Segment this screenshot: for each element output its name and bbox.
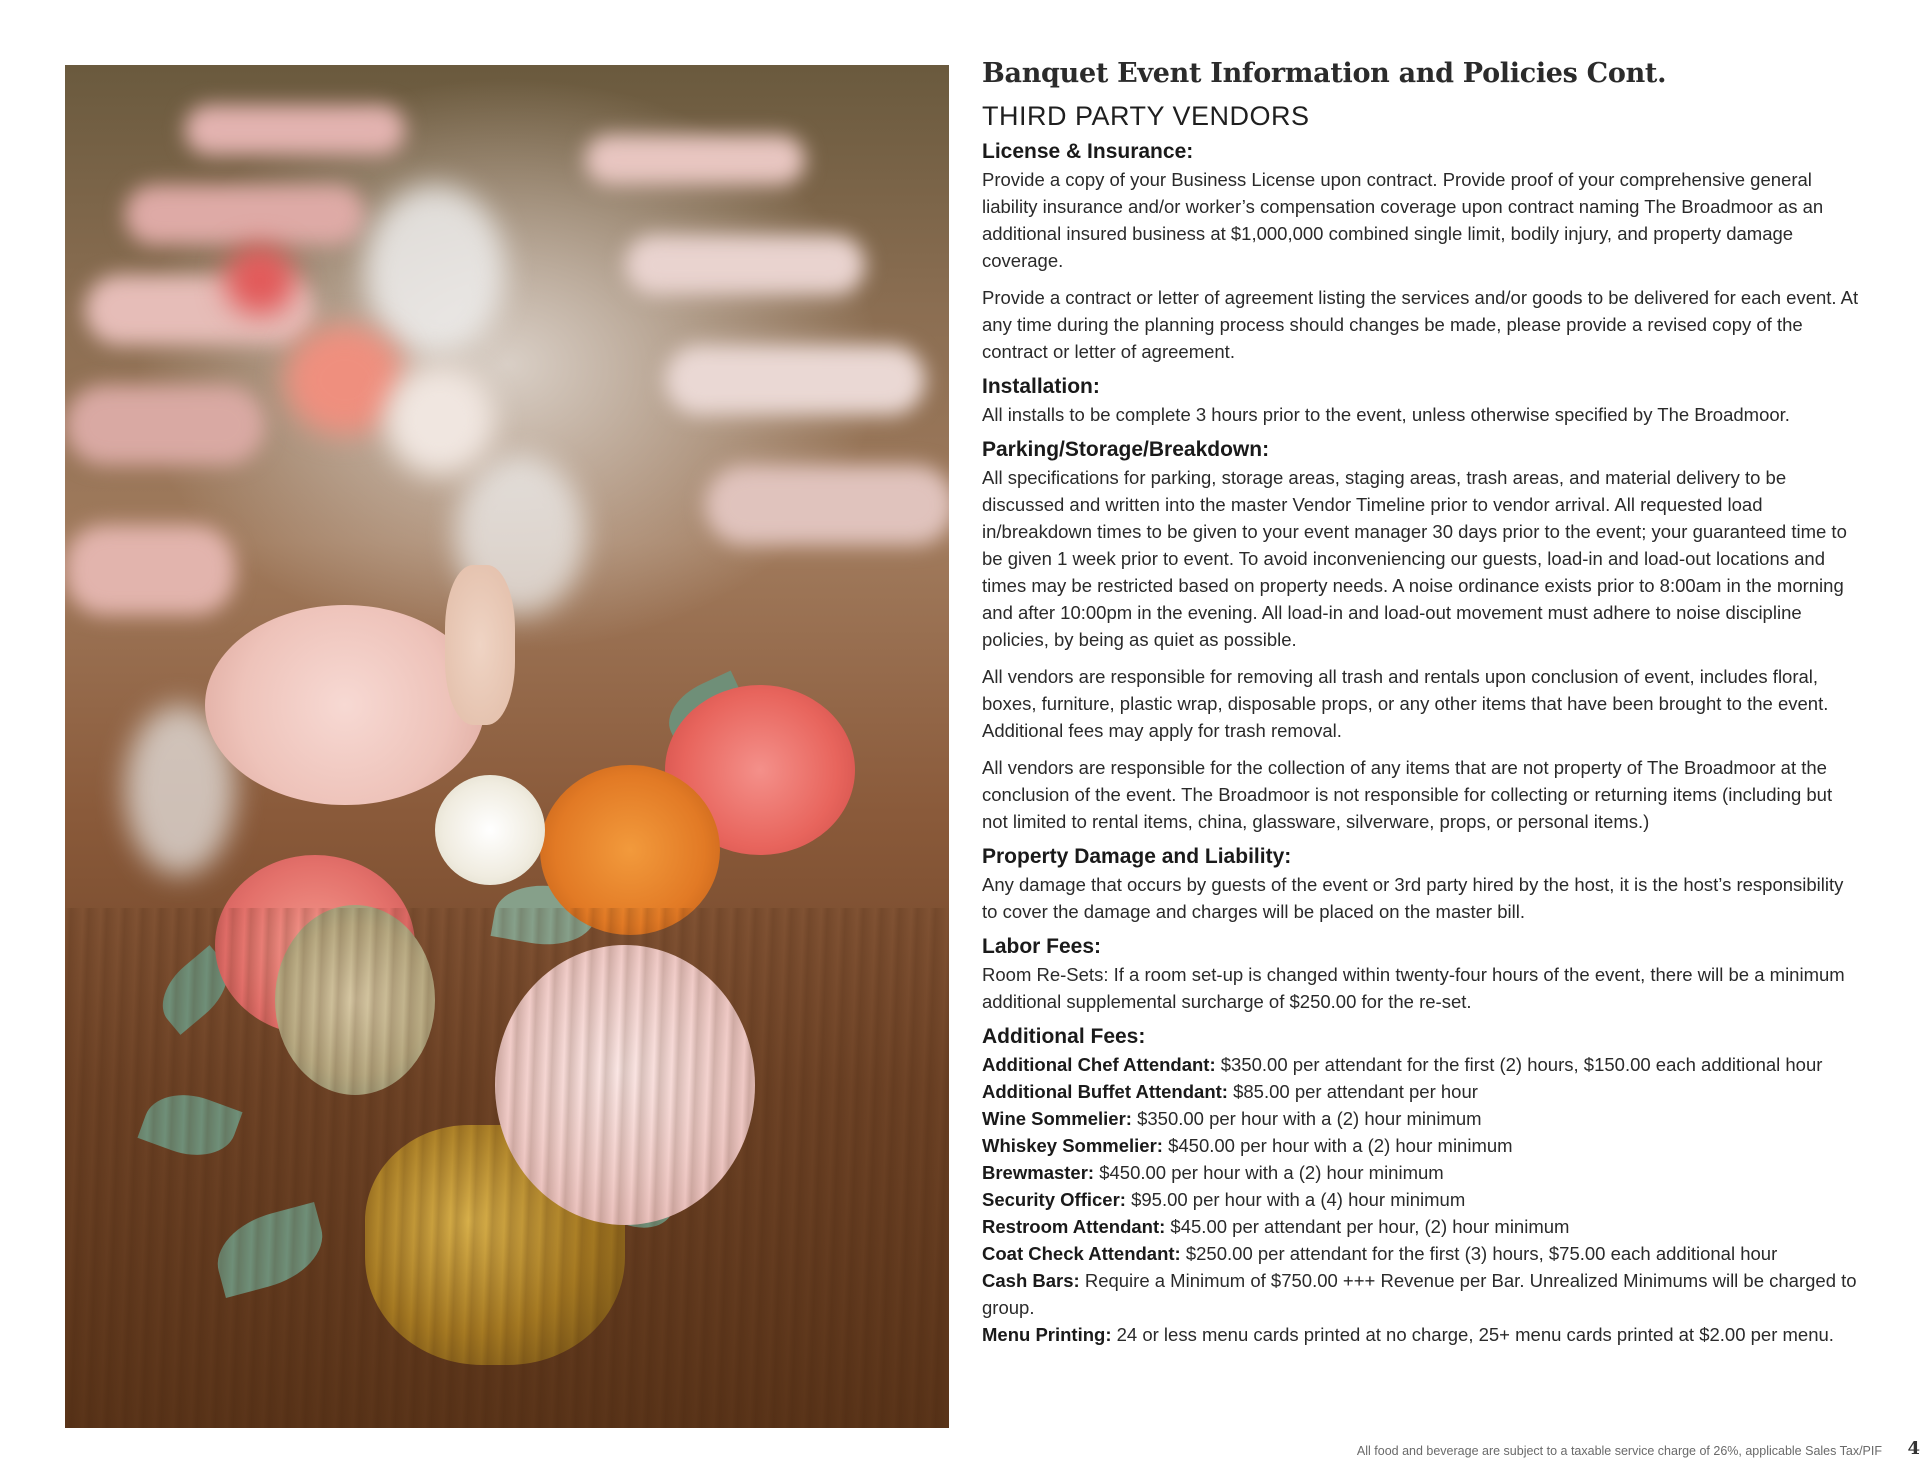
paragraph: All specifications for parking, storage areas, staging areas, trash areas, and material delivery to be discussed and written into the master Vendor Timeline prior to vendor arrival. All requested load in/breakdown times to be given to your event manager 30 days prior to the event; your guaranteed time to be given 1 week prior to event. To avoid inconveniencing our guests, load-in and load-out locations and times may be restricted based on property needs. A noise ordinance exists prior to 8:00am in the morning and after 10:00pm in the evening. All load-in and load-out movement must adhere to noise discipline policies, by being as quiet as possible. — [982, 467, 1847, 650]
fee-item — [982, 1186, 1862, 1213]
fee-item — [982, 1132, 1862, 1159]
fee-label: Menu Printing: — [982, 1324, 1112, 1345]
fee-text: $85.00 per attendant per hour — [1227, 1081, 1478, 1102]
section-heading: Installation: — [982, 375, 1100, 398]
section-parking-storage-breakdown — [982, 438, 1862, 835]
paragraph: Any damage that occurs by guests of the event or 3rd party hired by the host, it is the host’s responsibility to cover the damage and charges will be placed on the master bill. — [982, 874, 1844, 922]
page-number: 4 — [1907, 1438, 1920, 1459]
section-property-damage — [982, 845, 1862, 925]
section-heading: Property Damage and Liability: — [982, 845, 1292, 868]
paragraph: Provide a contract or letter of agreement listing the services and/or goods to be delivered for each event. At any time during the planning process should changes be made, please provide a revised copy of the contract or letter of agreement. — [982, 287, 1859, 362]
footer-note: All food and beverage are subject to a taxable service charge of 26%, applicable Sales Tax/PIF — [1356, 1444, 1882, 1458]
section-heading: Parking/Storage/Breakdown: — [982, 438, 1270, 461]
fee-text: $250.00 per attendant for the first (3) hours, $75.00 each additional hour — [1180, 1243, 1778, 1264]
section-heading: Labor Fees: — [982, 935, 1102, 958]
fee-label: Additional Chef Attendant: — [982, 1054, 1216, 1075]
section-heading: Additional Fees: — [982, 1025, 1146, 1048]
fee-text: $450.00 per hour with a (2) hour minimum — [1094, 1162, 1444, 1183]
fee-item — [982, 1078, 1862, 1105]
section-license-insurance — [982, 140, 1862, 365]
fee-label: Security Officer: — [982, 1189, 1126, 1210]
fee-item — [982, 1240, 1862, 1267]
fee-label: Additional Buffet Attendant: — [982, 1081, 1228, 1102]
paragraph: All installs to be complete 3 hours prior to the event, unless otherwise specified by The Broadmoor. — [982, 404, 1790, 425]
fee-label: Restroom Attendant: — [982, 1216, 1166, 1237]
section-heading: License & Insurance: — [982, 140, 1194, 163]
fee-item — [982, 1321, 1862, 1348]
fee-text: $350.00 per hour with a (2) hour minimum — [1131, 1108, 1482, 1129]
section-installation — [982, 375, 1862, 428]
paragraph: Room Re-Sets: If a room set-up is changed within twenty-four hours of the event, there will be a minimum additional supplemental surcharge of $250.00 for the re-set. — [982, 964, 1845, 1012]
section-labor-fees — [982, 935, 1862, 1015]
fee-label: Wine Sommelier: — [982, 1108, 1132, 1129]
fee-text: $450.00 per hour with a (2) hour minimum — [1162, 1135, 1513, 1156]
paragraph: All vendors are responsible for the collection of any items that are not property of The Broadmoor at the conclusion of the event. The Broadmoor is not responsible for collecting or returning items (including but not limited to rental items, china, glassware, silverware, props, or personal items.) — [982, 757, 1833, 832]
fee-item — [982, 1159, 1862, 1186]
section-title: THIRD PARTY VENDORS — [982, 101, 1310, 131]
floral-centerpiece-photo — [65, 65, 949, 1428]
fee-text: 24 or less menu cards printed at no charge, 25+ menu cards printed at $2.00 per menu. — [1111, 1324, 1834, 1345]
fee-item — [982, 1213, 1862, 1240]
page-title: Banquet Event Information and Policies Cont. — [982, 58, 1667, 89]
fee-text: Require a Minimum of $750.00 +++ Revenue per Bar. Unrealized Minimums will be charged to group. — [982, 1270, 1857, 1318]
section-additional-fees — [982, 1025, 1862, 1348]
paragraph: All vendors are responsible for removing all trash and rentals upon conclusion of event, includes floral, boxes, furniture, plastic wrap, disposable props, or any other items that have been brought to the event. Additional fees may apply for trash removal. — [982, 666, 1829, 741]
fee-text: $45.00 per attendant per hour, (2) hour minimum — [1165, 1216, 1570, 1237]
fee-item — [982, 1267, 1862, 1321]
fee-label: Whiskey Sommelier: — [982, 1135, 1163, 1156]
fee-text: $350.00 per attendant for the first (2) hours, $150.00 each additional hour — [1215, 1054, 1823, 1075]
fee-text: $95.00 per hour with a (4) hour minimum — [1125, 1189, 1466, 1210]
fee-item — [982, 1051, 1862, 1078]
fee-label: Coat Check Attendant: — [982, 1243, 1181, 1264]
fee-label: Brewmaster: — [982, 1162, 1095, 1183]
paragraph: Provide a copy of your Business License upon contract. Provide proof of your comprehensive general liability insurance and/or worker’s compensation coverage upon contract naming The Broadmoor as an additional insured business at $1,000,000 combined single limit, bodily injury, and property damage coverage. — [982, 169, 1824, 271]
policies-content — [982, 58, 1862, 1348]
fee-label: Cash Bars: — [982, 1270, 1080, 1291]
fee-item — [982, 1105, 1862, 1132]
